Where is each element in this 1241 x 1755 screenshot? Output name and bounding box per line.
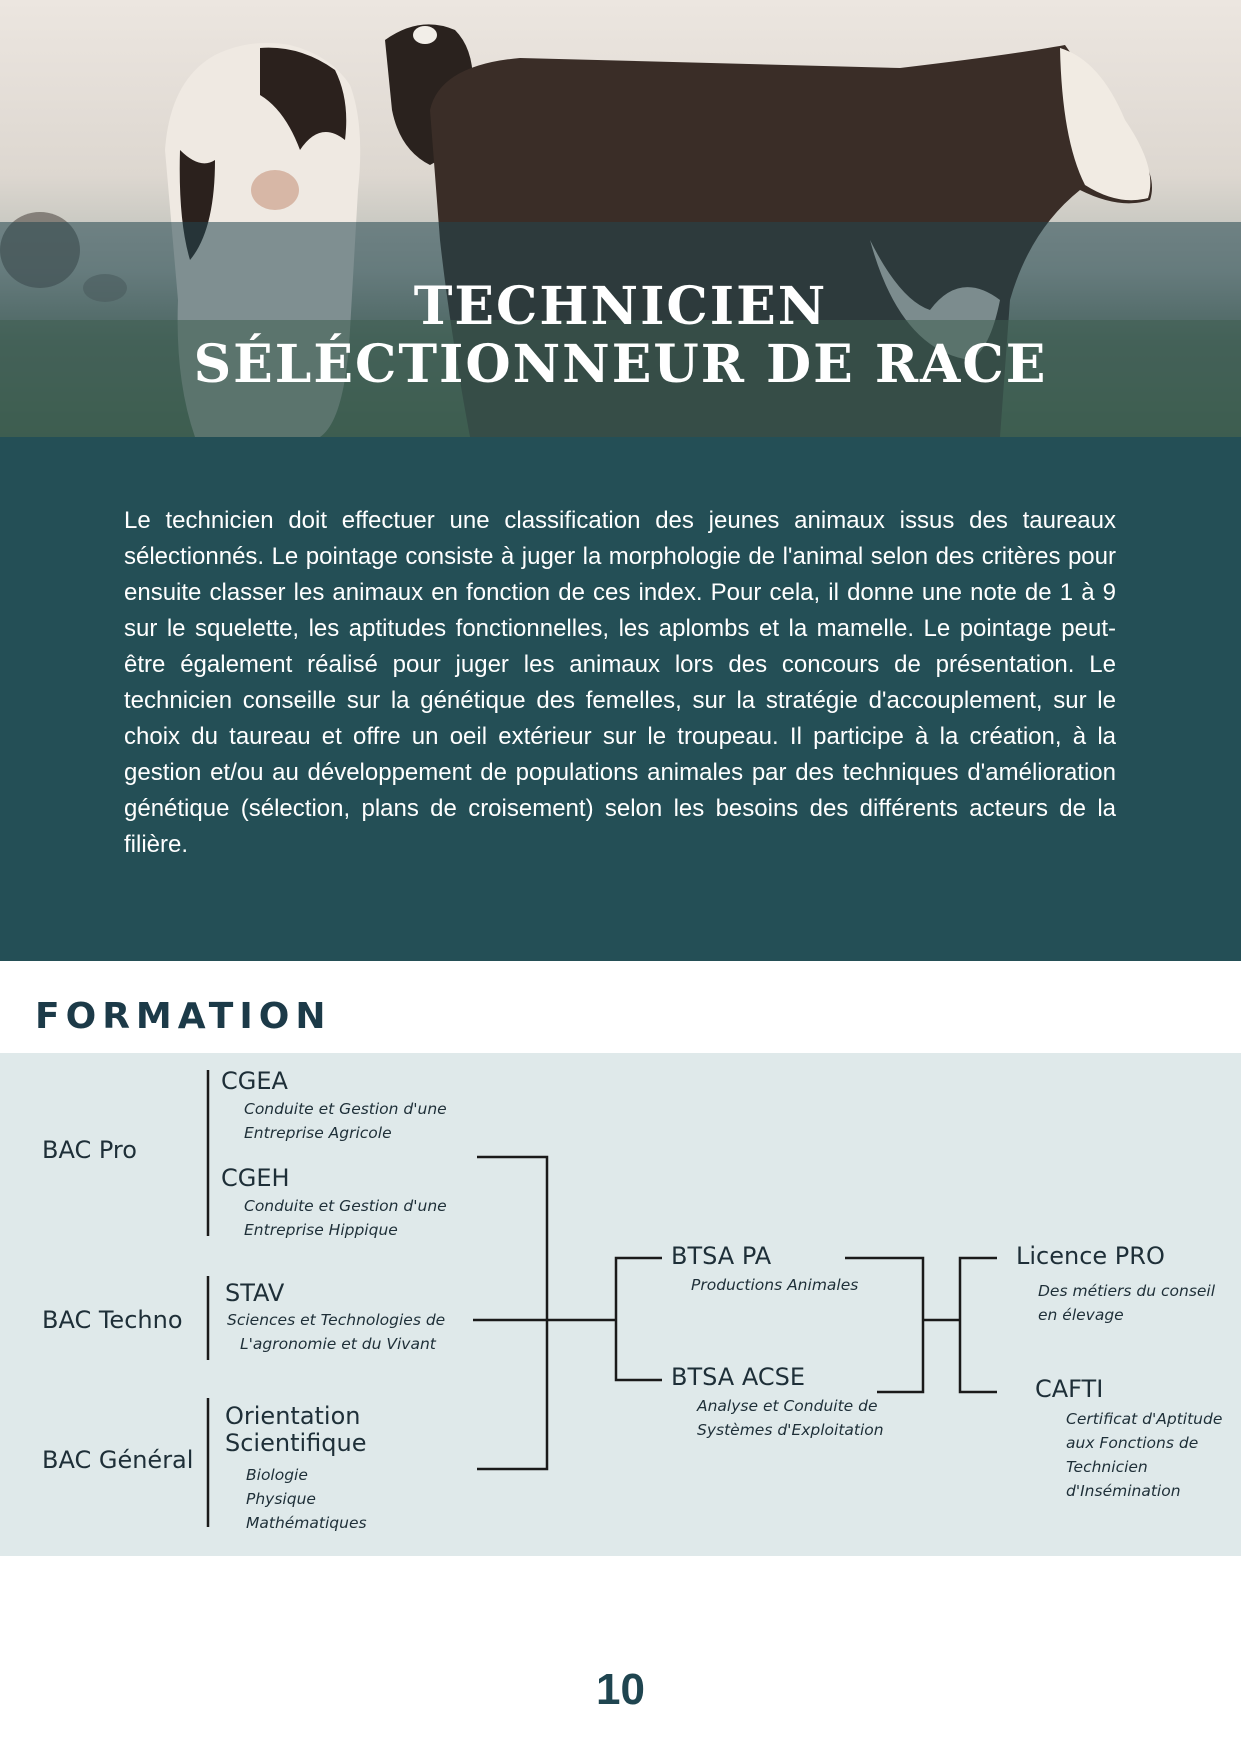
program-btsa-acse-desc-1: Analyse et Conduite de: [697, 1397, 878, 1415]
program-cafti-desc-1: Certificat d'Aptitude: [1066, 1410, 1223, 1428]
program-cgeh: CGEH: [221, 1164, 290, 1192]
program-cafti: CAFTI: [1035, 1375, 1104, 1403]
program-orientation-2: Scientifique: [225, 1429, 367, 1457]
program-btsa-pa-desc-1: Productions Animales: [691, 1276, 859, 1294]
program-stav: STAV: [225, 1279, 285, 1307]
formation-diagram: [0, 1053, 1241, 1556]
program-btsa-acse-desc-2: Systèmes d'Exploitation: [697, 1421, 884, 1439]
program-stav-desc-2: L'agronomie et du Vivant: [240, 1335, 436, 1353]
hero-banner: [0, 0, 1241, 437]
program-licence-pro: Licence PRO: [1016, 1242, 1165, 1270]
level-bac-techno: BAC Techno: [42, 1306, 183, 1334]
description-text: Le technicien doit effectuer une classification des jeunes animaux issus des taureaux sélectionnés. Le pointage consiste à juger la morphologie de l'animal selon des critères pour ensuite classer les animaux en fonction de ces index. Pour cela, il donne une note de 1 à 9 sur le squelette, les aptitudes fonctionnelles, les aplombs et la mamelle. Le pointage peut-être également réalisé pour juger les animaux lors des concours de présentation. Le technicien conseille sur la génétique des femelles, sur la stratégie d'accouplement, sur le choix du taureau et offre un oeil extérieur sur le troupeau. Il participe à la création, à la gestion et/ou au développement de populations animales par des techniques d'amélioration génétique (sélection, plans de croisement) selon les besoins des différents acteurs de la filière.: [124, 507, 1116, 858]
program-btsa-pa: BTSA PA: [671, 1242, 772, 1270]
program-btsa-acse: BTSA ACSE: [671, 1363, 806, 1391]
program-cgea-desc-1: Conduite et Gestion d'une: [244, 1100, 447, 1118]
title-line-1: TECHNICIEN: [413, 276, 828, 337]
program-orientation-desc-3: Mathématiques: [246, 1514, 367, 1532]
program-licence-pro-desc-1: Des métiers du conseil: [1038, 1282, 1216, 1300]
title-line-2: SÉLÉCTIONNEUR DE RACE: [193, 334, 1048, 395]
program-cafti-desc-4: d'Insémination: [1066, 1482, 1181, 1500]
program-licence-pro-desc-2: en élevage: [1038, 1306, 1124, 1324]
program-orientation-desc-2: Physique: [246, 1490, 316, 1508]
program-cgea-desc-2: Entreprise Agricole: [244, 1124, 392, 1142]
page-number: 10: [596, 1665, 645, 1714]
program-stav-desc-1: Sciences et Technologies de: [227, 1311, 446, 1329]
formation-heading: FORMATION: [35, 996, 332, 1037]
level-bac-pro: BAC Pro: [42, 1136, 137, 1164]
page-title: [0, 278, 1241, 394]
program-cafti-desc-3: Technicien: [1066, 1458, 1148, 1476]
level-bac-general: BAC Général: [42, 1446, 194, 1474]
program-cafti-desc-2: aux Fonctions de: [1066, 1434, 1199, 1452]
program-cgeh-desc-2: Entreprise Hippique: [244, 1221, 398, 1239]
program-cgea: CGEA: [221, 1067, 288, 1095]
program-orientation-desc-1: Biologie: [246, 1466, 308, 1484]
program-cgeh-desc-1: Conduite et Gestion d'une: [244, 1197, 447, 1215]
description-section: [0, 437, 1241, 961]
program-orientation-1: Orientation: [225, 1402, 361, 1430]
